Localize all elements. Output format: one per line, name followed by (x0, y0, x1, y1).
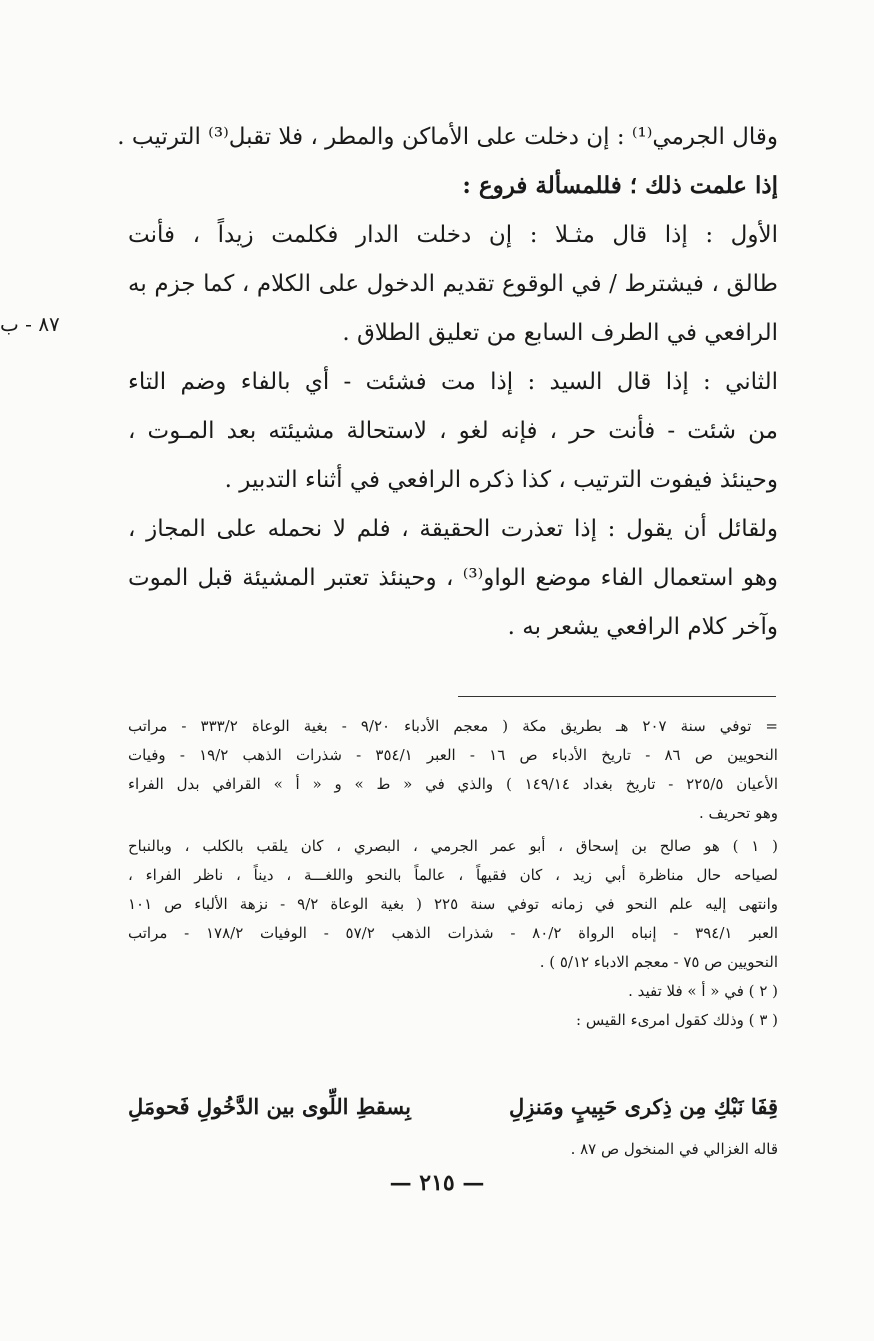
verse-first-hemistich: قِفَا نَبْكِ مِن ذِكرى حَبِيبٍ ومَنزِلِ (509, 1094, 778, 1119)
footnote-line: = توفي سنة ٢٠٧ هـ بطريق مكة ( معجم الأدباء ٩/٢٠ - بغية الوعاة ٣٣٣/٢ - مراتب (128, 717, 778, 735)
footnotes (128, 716, 778, 1039)
text-line: الرافعي في الطرف السابع من تعليق الطلاق . (342, 320, 778, 346)
page-number: — ٢١٥ — (389, 1170, 485, 1196)
text-line: طالق ، فيشترط / في الوقوع تقديم الدخول على الكلام ، كما جزم به (128, 271, 778, 297)
poetry-verse (128, 1094, 778, 1119)
text-line: وحينئذ فيفوت الترتيب ، كذا ذكره الرافعي في أثناء التدبير . (224, 467, 778, 493)
footnote-line: الأعيان ٢٢٥/٥ - تاريخ بغداد ١٤٩/١٤ ) والذي في « ط » و « أ » القرافي بدل الفراء (128, 775, 778, 793)
footnote-line: العبر ٣٩٤/١ - إنباه الرواة ٨٠/٢ - شذرات الذهب ٥٧/٢ - الوفيات ١٧٨/٢ - مراتب (128, 924, 778, 942)
text-line: ولقائل أن يقول : إذا تعذرت الحقيقة ، فلم لا نحمله على المجاز ، (128, 516, 778, 542)
footnote-line: ( ١ ) هو صالح بن إسحاق ، أبو عمر الجرمي ، البصري ، كان يلقب بالكلب ، وبالنباح (128, 837, 778, 855)
text-line: من شئت - فأنت حر ، فإنه لغو ، لاستحالة مشيئته بعد المـوت ، (128, 418, 778, 444)
verse-second-hemistich: بِسقطِ اللِّوى بين الدَّخُولِ فَحومَلِ (128, 1094, 411, 1119)
footnote-line: ( ٢ ) في « أ » فلا تفيد . (628, 982, 778, 1000)
text-line: إذا علمت ذلك ؛ فللمسألة فروع : (462, 172, 778, 199)
manuscript-folio-marker: ٨٧ - ب (0, 312, 60, 336)
footnote-line: وانتهى إليه علم النحو في زمانه توفي سنة ٢٢٥ ( بغية الوعاة ٩/٢ - نزهة الألباء ص ١٠١ (128, 895, 778, 913)
footnote-divider (458, 696, 776, 697)
footnote-line: النحويين ص ٧٥ - معجم الادباء ٥/١٢ ) . (539, 953, 778, 971)
footnote-line: ( ٣ ) وذلك كقول امرىء القيس : (576, 1011, 778, 1029)
main-text (117, 122, 778, 661)
text-line: وآخر كلام الرافعي يشعر به . (507, 614, 778, 640)
footnote-line: لصياحه حال مناظرة أبي زيد ، كان فقيهاً ، عالماً بالنحو واللغـــة ، ديناً ، ناظر الفراء ، (128, 866, 778, 884)
text-line: وهو استعمال الفاء موضع الواو⁽³⁾ ، وحينئذ تعتبر المشيئة قبل الموت (128, 565, 778, 591)
verse-citation: قاله الغزالي في المنخول ص ٨٧ . (570, 1140, 778, 1158)
footnote-line: النحويين ص ٨٦ - تاريخ الأدباء ص ١٦ - العبر ٣٥٤/١ - شذرات الذهب ١٩/٢ - وفيات (128, 746, 778, 764)
text-line: الأول : إذا قال مثـلا : إن دخلت الدار فكلمت زيداً ، فأنت (128, 222, 778, 248)
text-line: وقال الجرمي⁽¹⁾ : إن دخلت على الأماكن والمطر ، فلا تقبل⁽³⁾ الترتيب . (117, 124, 778, 150)
text-line: الثاني : إذا قال السيد : إذا مت فشئت - أي بالفاء وضم التاء (128, 369, 778, 395)
footnote-line: وهو تحريف . (698, 804, 778, 822)
